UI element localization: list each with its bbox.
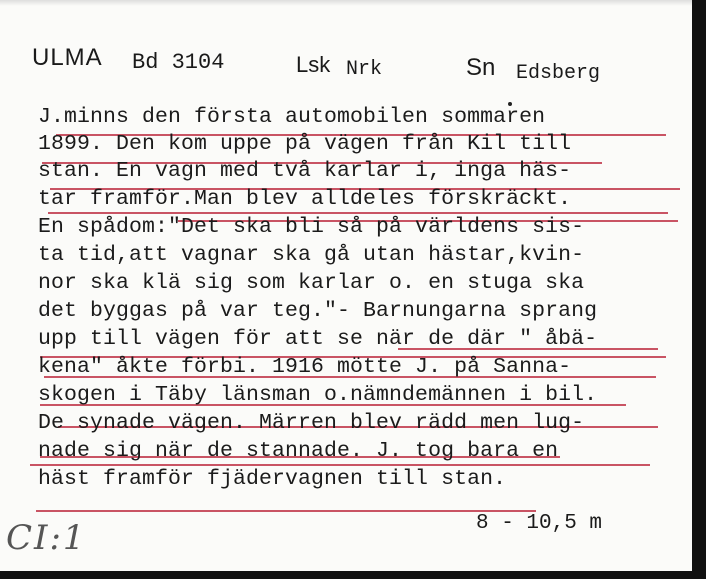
page-reference: 8 - 10,5 m (476, 512, 603, 535)
text-line: tar framför.Man blev alldeles förskräckt. (38, 187, 572, 211)
parish-value: Edsberg (516, 62, 601, 85)
handwritten-signum: CI:1 (6, 518, 87, 558)
text-line: upp till vägen för att se när de där " åbä- (38, 327, 598, 351)
province-label: Lsk (296, 52, 331, 77)
text-line: En spådom:"Det ska bli så på världens sis- (38, 215, 585, 239)
scan-top-edge (0, 0, 706, 6)
text-line: nor ska klä sig som karlar o. en stuga ska (38, 271, 585, 295)
text-line: skogen i Täby länsman o.nämndemännen i bil. (38, 383, 598, 407)
text-line: J.minns den första automobilen sommaren (38, 105, 546, 129)
volume-number: Bd 3104 (132, 50, 225, 75)
scan-right-edge (692, 0, 706, 579)
text-line: det byggas på var teg."- Barnungarna sprang (38, 299, 598, 323)
text-line: kena" åkte förbi. 1916 mötte J. på Sanna- (38, 355, 572, 379)
text-line: nade sig när de stannade. J. tog bara en (38, 439, 559, 463)
archive-name: ULMA (32, 44, 103, 71)
parish-label: Sn (466, 54, 496, 81)
province-value: Nrk (346, 58, 383, 81)
text-line: ta tid,att vagnar ska gå utan hästar,kvin- (38, 243, 585, 267)
text-line: De synade vägen. Märren blev rädd men lug- (38, 411, 585, 435)
text-line: häst framför fjädervagnen till stan. (38, 467, 507, 491)
scan-bottom-edge (0, 571, 706, 579)
underline (36, 510, 536, 512)
text-line: 1899. Den kom uppe på vägen från Kil till (38, 132, 572, 156)
text-line: stan. En vagn med två karlar i, inga häs- (38, 159, 572, 183)
